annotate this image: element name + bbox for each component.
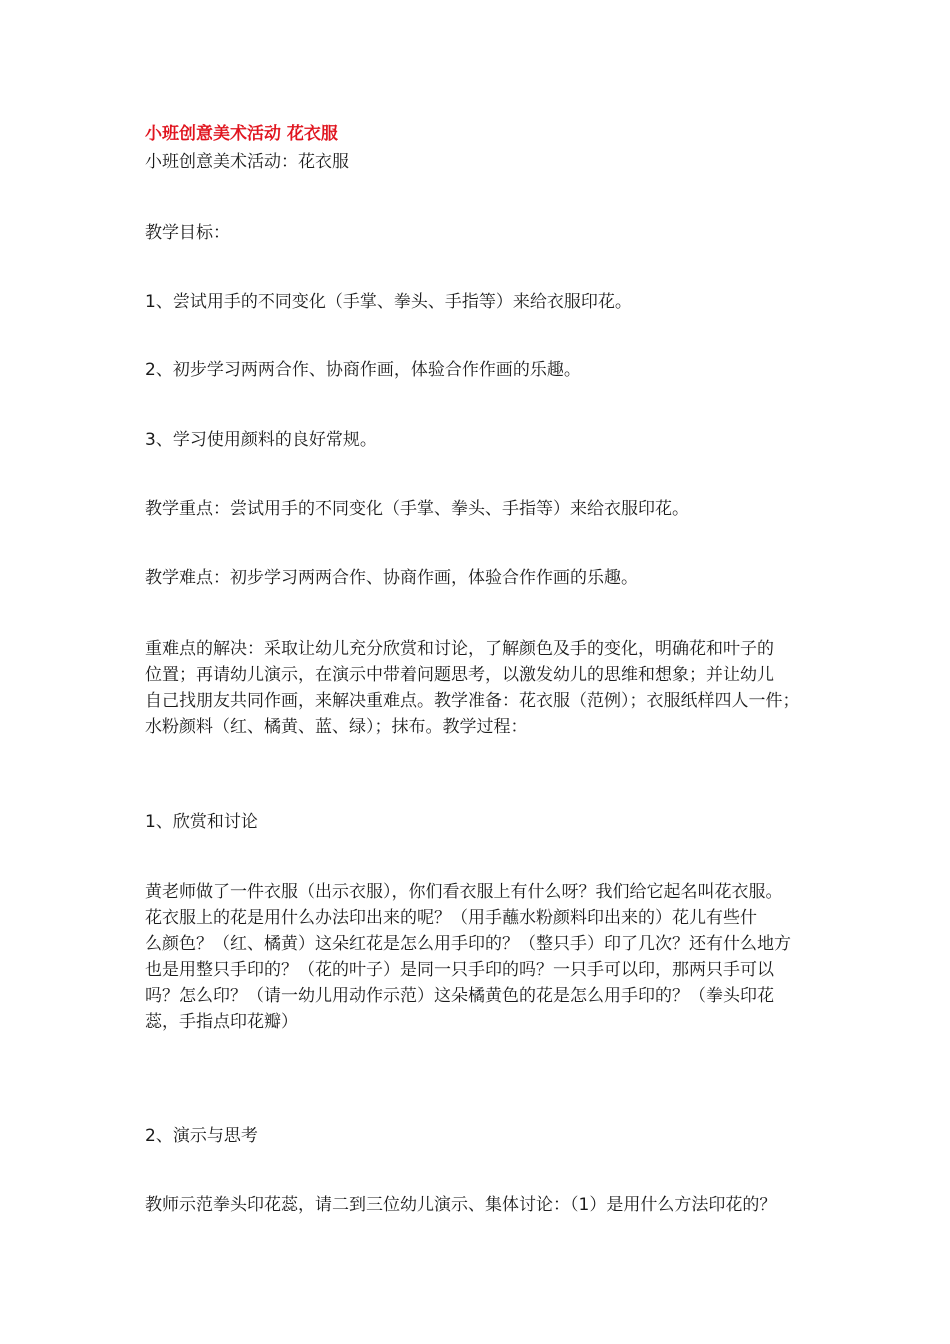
goal-3: 3、学习使用颜料的良好常规。	[145, 430, 377, 450]
solution-line: 水粉颜料（红、橘黄、蓝、绿）；抹布。教学过程：	[145, 717, 528, 737]
step-2-line: 教师示范拳头印花蕊，请二到三位幼儿演示、集体讨论：（1）是用什么方法印花的？	[145, 1195, 777, 1215]
step-1-line: 花衣服上的花是用什么办法印出来的呢？（用手蘸水粉颜料印出来的）花儿有些什	[145, 908, 757, 928]
step-1-line: 黄老师做了一件衣服（出示衣服），你们看衣服上有什么呀？我们给它起名叫花衣服。	[145, 882, 783, 902]
step-1-line: 蕊，手指点印花瓣）	[145, 1012, 298, 1032]
key-point: 教学重点：尝试用手的不同变化（手掌、拳头、手指等）来给衣服印花。	[145, 499, 689, 519]
solution-line: 位置；再请幼儿演示，在演示中带着问题思考，以激发幼儿的思维和想象；并让幼儿	[145, 665, 774, 685]
solution-line: 自己找朋友共同作画，来解决重难点。教学准备：花衣服（范例）；衣服纸样四人一件；	[145, 691, 800, 711]
document-title: 小班创意美术活动 花衣服	[145, 124, 338, 144]
step-1-line: 也是用整只手印的？（花的叶子）是同一只手印的吗？一只手可以印，那两只手可以	[145, 960, 774, 980]
step-1-line: 么颜色？（红、橘黄）这朵红花是怎么用手印的？（整只手）印了几次？还有什么地方	[145, 934, 791, 954]
step-1-heading: 1、欣赏和讨论	[145, 812, 258, 832]
step-1-paragraph	[145, 879, 815, 1035]
solution-paragraph	[145, 636, 815, 740]
goal-1: 1、尝试用手的不同变化（手掌、拳头、手指等）来给衣服印花。	[145, 292, 632, 312]
difficulty: 教学难点：初步学习两两合作、协商作画，体验合作作画的乐趣。	[145, 568, 638, 588]
solution-line: 重难点的解决：采取让幼儿充分欣赏和讨论，了解颜色及手的变化，明确花和叶子的	[145, 639, 774, 659]
step-2-heading: 2、演示与思考	[145, 1126, 258, 1146]
step-1-line: 吗？怎么印？（请一幼儿用动作示范）这朵橘黄色的花是怎么用手印的？（拳头印花	[145, 986, 774, 1006]
goals-heading: 教学目标：	[145, 223, 230, 243]
goal-2: 2、初步学习两两合作、协商作画，体验合作作画的乐趣。	[145, 360, 581, 380]
document-subtitle: 小班创意美术活动：花衣服	[145, 152, 349, 172]
